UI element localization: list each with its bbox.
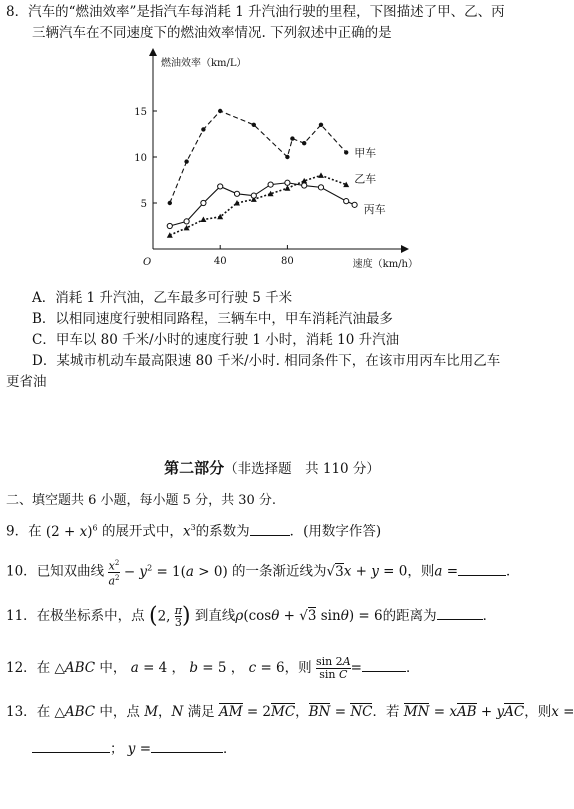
y-tick-label: 5 xyxy=(140,199,147,210)
q8-option-d-cont: 更省油 xyxy=(6,374,47,390)
q13-x-blank[interactable] xyxy=(32,738,110,753)
q10: 10．已知双曲线 $\frac{x^2}{a^2}$ − $y^2 = 1(a > 0)$ 的一条渐近线为√3x + y = 0，则a = ． xyxy=(6,559,520,588)
data-point xyxy=(167,232,173,238)
q8-option-c[interactable]: C．甲车以 80 千米/小时的速度行驶 1 小时，消耗 10 升汽油 xyxy=(32,332,400,348)
part2-header xyxy=(0,457,544,478)
x-tick-label: 40 xyxy=(213,256,227,267)
q8-line1: 8．汽车的“燃油效率”是指汽车每消耗 1 升汽油行驶的里程，下图描述了甲、乙、丙 xyxy=(6,4,505,20)
q10-expr: − $y^2 = 1(a > 0)$ xyxy=(123,563,228,580)
data-point xyxy=(184,159,188,163)
data-point xyxy=(285,180,290,185)
q11: 11．在极坐标系中，点 (2, $\frac{\pi}{3}$ ) 到直线ρ(cosθ + √3 sinθ) = 6的距离为 ． xyxy=(6,603,497,629)
data-point xyxy=(201,200,206,205)
part2-title: 第二部分 xyxy=(164,459,225,477)
data-point xyxy=(285,155,289,159)
data-point xyxy=(290,136,294,140)
data-point xyxy=(252,123,256,127)
data-point xyxy=(218,109,222,113)
y-axis-label: 燃油效率（km/L） xyxy=(161,58,247,69)
data-point xyxy=(200,217,206,223)
data-point xyxy=(319,123,323,127)
fuel-efficiency-chart xyxy=(120,44,420,280)
q10-asymptote: √3x + y = 0 xyxy=(326,563,408,580)
q13-y-blank[interactable] xyxy=(151,738,223,753)
data-point xyxy=(184,219,189,224)
q8-option-d[interactable]: D．某城市机动车最高限速 80 千米/小时. 相同条件下，在该市用丙车比用乙车 xyxy=(32,353,501,369)
q12-answer-blank[interactable] xyxy=(362,657,406,672)
q8-option-b[interactable]: B．以相同速度行驶相同路程，三辆车中，甲车消耗汽油最多 xyxy=(32,311,393,327)
data-point xyxy=(344,150,348,154)
q9-expr: $(2 + x)^6$ xyxy=(45,523,98,540)
q10-answer-blank[interactable] xyxy=(458,561,506,576)
data-point xyxy=(302,183,307,188)
q10-fraction: $\frac{x^2}{a^2}$ xyxy=(108,559,120,588)
data-point xyxy=(302,141,306,145)
data-point xyxy=(201,127,205,131)
series-line-2 xyxy=(170,183,355,226)
data-point xyxy=(167,223,172,228)
y-tick-label: 15 xyxy=(134,107,147,118)
data-point xyxy=(234,191,239,196)
series-label: 乙车 xyxy=(354,172,377,186)
series-label: 丙车 xyxy=(363,202,386,216)
q13-vector-eq: MN = xAB + yAC xyxy=(403,704,525,720)
y-tick-label: 10 xyxy=(134,153,147,164)
q12: 12．在 △ABC 中， a = 4 ， b = 5 ， c = 6，则 $\frac{\sin 2A}{\text{sin C}}$ = ． xyxy=(6,655,420,681)
q11-line-eq: ρ(cosθ + √3 sinθ) = 6 xyxy=(235,608,383,624)
section2-heading: 二、填空题共 6 小题，每小题 5 分，共 30 分. xyxy=(6,493,277,508)
q13-line1: 13．在 △ABC 中，点 M，N 满足 AM = 2MC，BN = NC．若 MN = xAB + yAC，则x = xyxy=(6,704,574,720)
q8-line2: 三辆汽车在不同速度下的燃油效率情况. 下列叙述中正确的是 xyxy=(32,25,392,41)
data-point xyxy=(318,172,324,178)
data-point xyxy=(168,201,172,205)
q12-values: a = 4 ， b = 5 ， c = 6 xyxy=(130,660,285,676)
q9-answer-blank[interactable] xyxy=(250,521,290,536)
x-tick-label: 80 xyxy=(281,256,294,267)
q11-fraction: $\frac{\pi}{3}$ xyxy=(174,604,182,629)
data-point xyxy=(284,185,290,191)
x-axis-label: 速度（km/h） xyxy=(352,259,418,270)
q8-option-a[interactable]: A．消耗 1 升汽油，乙车最多可行驶 5 千米 xyxy=(32,290,293,306)
q9: 9．在 $(2 + x)^6$ 的展开式中，$x^3$的系数为 ．(用数字作答) xyxy=(6,518,381,542)
data-point xyxy=(352,202,357,207)
part2-subtitle: （非选择题 共 110 分） xyxy=(224,461,380,477)
q13-conditions: AM = 2MC，BN = NC xyxy=(218,704,373,720)
q8-number: 8． xyxy=(6,4,29,20)
q12-fraction: $\frac{\sin 2A}{\text{sin C}}$ xyxy=(315,655,351,681)
data-point xyxy=(344,199,349,204)
data-point xyxy=(218,184,223,189)
q13-line2: ； y = ． xyxy=(32,738,237,759)
origin-label: O xyxy=(143,257,152,268)
series-line-1 xyxy=(170,175,346,235)
data-point xyxy=(268,182,273,187)
data-point xyxy=(251,193,256,198)
q11-answer-blank[interactable] xyxy=(437,605,483,620)
series-label: 甲车 xyxy=(354,146,377,160)
data-point xyxy=(318,185,323,190)
